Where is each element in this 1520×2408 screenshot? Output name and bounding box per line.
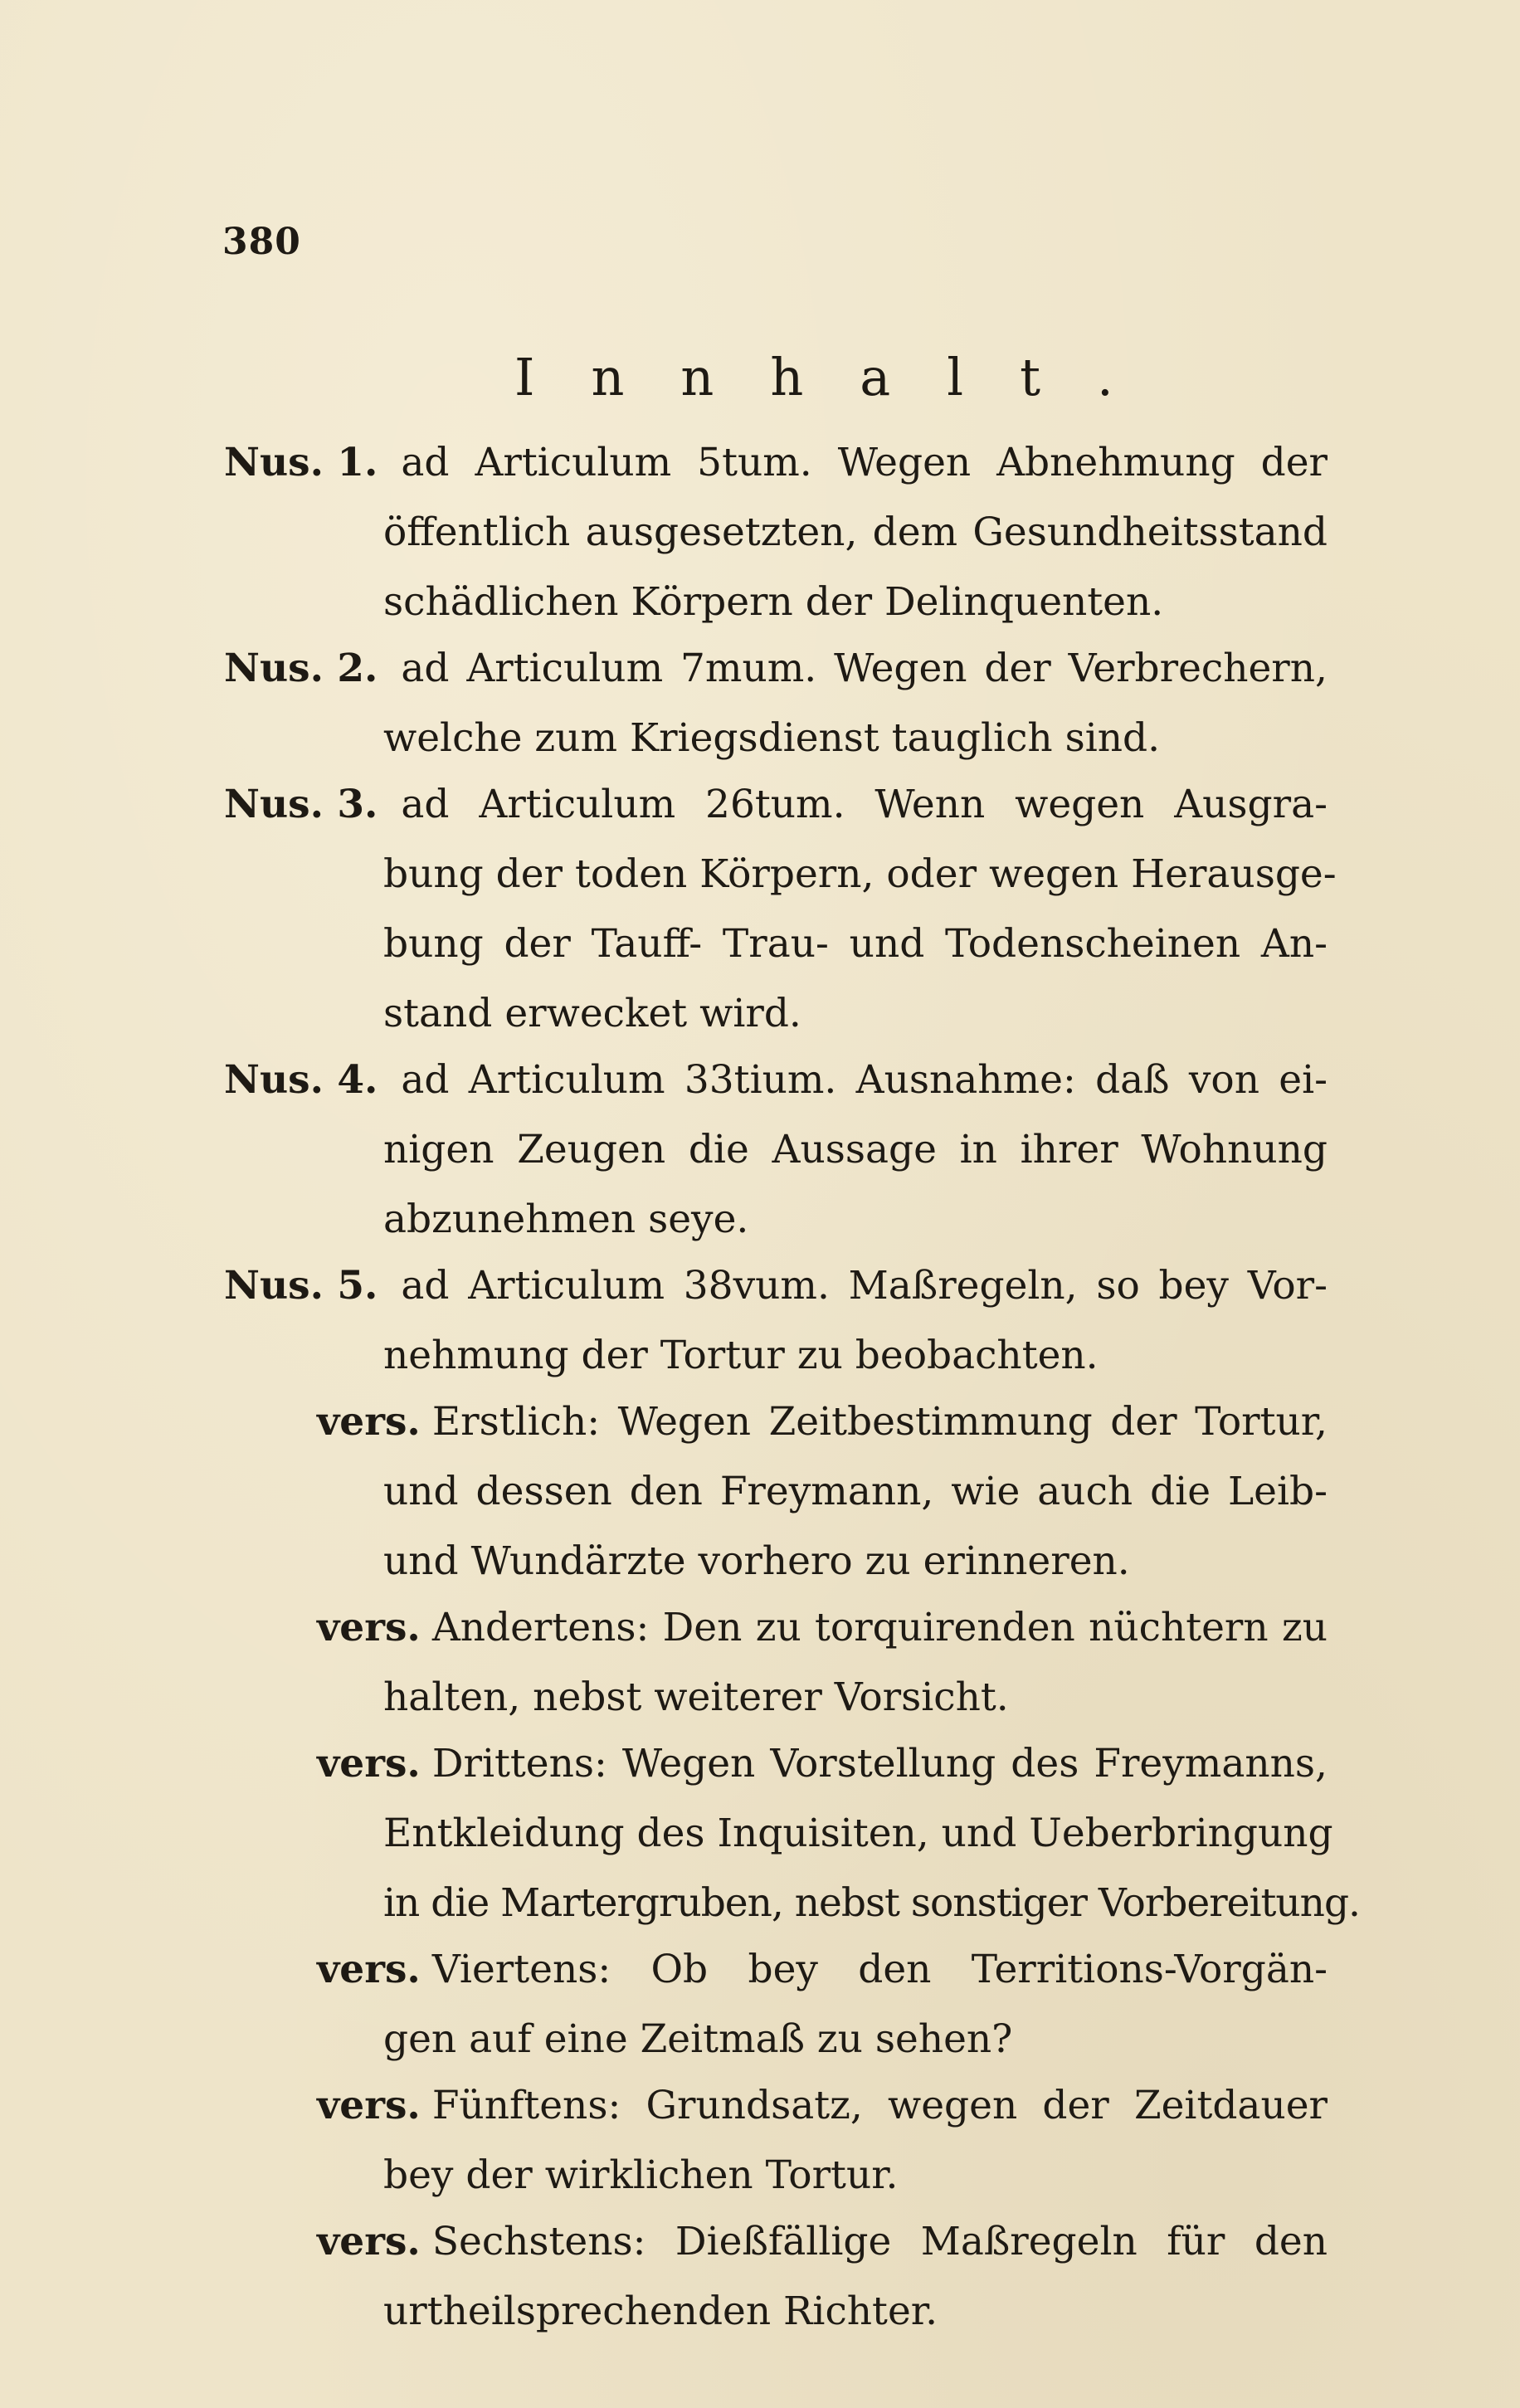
verse-1-line-2 (383, 1469, 1328, 1515)
entry-text: nigen Zeugen die Aussage in ihrer Wohnung (383, 1127, 1328, 1172)
entry-text: ad Articulum 38vum. Maßregeln, so bey Vor- (401, 1263, 1328, 1309)
verse-text: Sechstens: Dießfällige Maßregeln für den (431, 2219, 1328, 2264)
entry-text: ad Articulum 5tum. Wegen Abnehmung der (401, 440, 1328, 485)
entry-text: welche zum Kriegsdienst tauglich sind. (383, 715, 1161, 761)
toc-entry-2-line-2 (383, 715, 1160, 762)
verse-text: Fünftens: Grundsatz, wegen der Zeitdauer (431, 2083, 1328, 2128)
entry-text: ad Articulum 7mum. Wegen der Verbrechern, (401, 646, 1328, 691)
page-number: 380 (222, 221, 301, 263)
verse-6-line-1 (224, 2219, 1328, 2265)
toc-entry-3-line-3 (383, 921, 1328, 968)
verse-label: vers. (317, 2219, 421, 2264)
verse-1-line-1 (224, 1399, 1328, 1445)
entry-text: bung der toden Körpern, oder wegen Herausge- (383, 851, 1337, 897)
verse-3-line-2 (383, 1811, 1333, 1857)
toc-entry-1-line-2 (383, 509, 1328, 556)
verse-6-line-2 (383, 2289, 938, 2335)
entry-label: Nus. 4. (224, 1057, 378, 1103)
entry-text: abzunehmen seye. (383, 1197, 749, 1242)
verse-5-line-2 (383, 2152, 898, 2199)
verse-text: in die Martergruben, nebst sonstiger Vorbereitung. (383, 1880, 1360, 1926)
verse-label: vers. (317, 1605, 421, 1650)
toc-entry-4-line-2 (383, 1127, 1328, 1173)
toc-entry-4-line-3 (383, 1197, 748, 1243)
entry-label: Nus. 3. (224, 782, 378, 827)
verse-text: bey der wirklichen Tortur. (383, 2152, 899, 2198)
toc-entry-5-line-2 (383, 1333, 1099, 1379)
verse-4-line-1 (224, 1947, 1328, 1993)
entry-text: bung der Tauff- Trau- und Todenscheinen An- (383, 921, 1328, 967)
verse-4-line-2 (383, 2016, 1012, 2063)
toc-entry-1-line-1 (224, 440, 1328, 486)
toc-entry-3-line-2 (383, 851, 1337, 898)
verse-label: vers. (317, 2083, 421, 2128)
entry-text: öffentlich ausgesetzten, dem Gesundheitsstand (383, 509, 1328, 555)
verse-text: Erstlich: Wegen Zeitbestimmung der Tortur, (431, 1399, 1328, 1445)
page-title: Innhalt. (514, 347, 1170, 407)
entry-label: Nus. 1. (224, 440, 378, 485)
verse-text: und dessen den Freymann, wie auch die Leib- (383, 1469, 1328, 1514)
verse-text: Viertens: Ob bey den Territions-Vorgän- (431, 1947, 1328, 1992)
entry-text: stand erwecket wird. (383, 991, 801, 1036)
verse-text: Andertens: Den zu torquirenden nüchtern zu (431, 1605, 1328, 1650)
toc-entry-4-line-1 (224, 1057, 1328, 1104)
verse-text: Drittens: Wegen Vorstellung des Freymanns, (431, 1741, 1328, 1787)
toc-entry-5-line-1 (224, 1263, 1328, 1309)
verse-text: halten, nebst weiterer Vorsicht. (383, 1674, 1009, 1720)
verse-text: gen auf eine Zeitmaß zu sehen? (383, 2016, 1013, 2062)
toc-entry-1-line-3 (383, 579, 1163, 626)
verse-label: vers. (317, 1741, 421, 1787)
verse-label: vers. (317, 1399, 421, 1445)
toc-entry-3-line-1 (224, 782, 1328, 828)
verse-2-line-2 (383, 1674, 1009, 1721)
entry-label: Nus. 2. (224, 646, 378, 691)
toc-entry-3-line-4 (383, 991, 801, 1037)
verse-5-line-1 (224, 2083, 1328, 2129)
verse-text: Entkleidung des Inquisiten, und Ueberbringung (383, 1811, 1333, 1856)
verse-text: urtheilsprechenden Richter. (383, 2289, 938, 2334)
verse-1-line-3 (383, 1538, 1130, 1585)
verse-2-line-1 (224, 1605, 1328, 1651)
toc-entry-2-line-1 (224, 646, 1328, 692)
verse-3-line-3 (383, 1880, 1360, 1927)
entry-label: Nus. 5. (224, 1263, 378, 1309)
entry-text: ad Articulum 33tium. Ausnahme: daß von ei- (401, 1057, 1328, 1103)
entry-text: ad Articulum 26tum. Wenn wegen Ausgra- (401, 782, 1328, 827)
entry-text: nehmung der Tortur zu beobachten. (383, 1333, 1099, 1378)
verse-3-line-1 (224, 1741, 1328, 1787)
verse-label: vers. (317, 1947, 421, 1992)
entry-text: schädlichen Körpern der Delinquenten. (383, 579, 1164, 625)
verse-text: und Wundärzte vorhero zu erinneren. (383, 1538, 1130, 1584)
